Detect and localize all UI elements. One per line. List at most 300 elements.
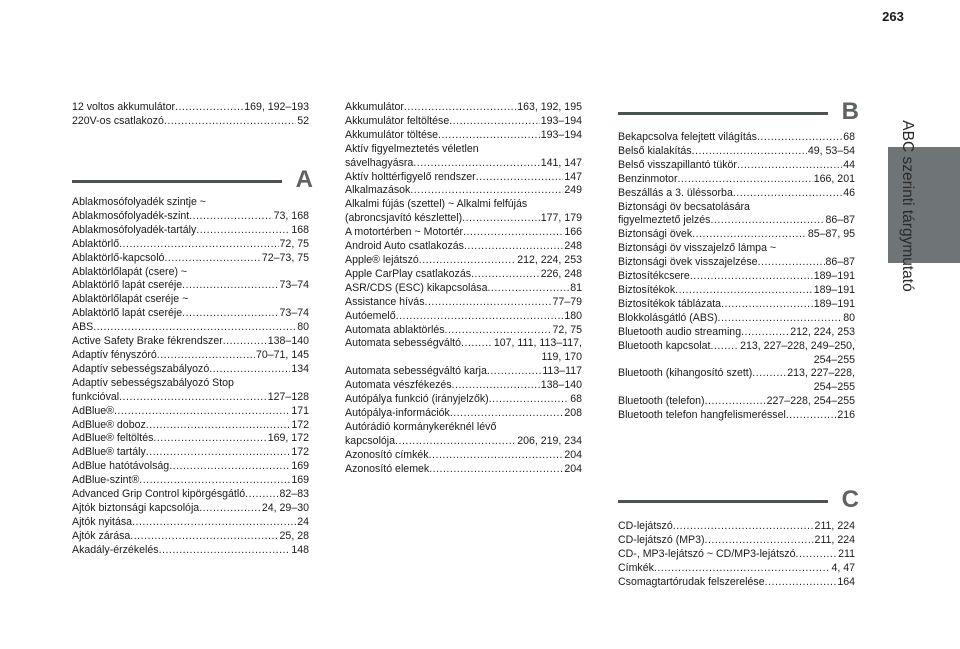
index-term: Bluetooth telefon hangfelismeréssel	[618, 409, 786, 422]
index-page-refs-continued: 254–255	[813, 381, 855, 394]
index-entry	[72, 210, 309, 224]
index-entry	[618, 256, 855, 270]
index-entry	[72, 391, 309, 405]
index-entry	[72, 101, 309, 115]
dot-leader	[786, 409, 836, 423]
index-page-refs: 211	[838, 547, 855, 560]
index-term: sávelhagyásra	[345, 156, 414, 169]
index-entry	[618, 520, 855, 534]
index-entry	[72, 516, 309, 530]
index-page-refs: 193–194	[540, 114, 582, 127]
index-term: ASR/CDS (ESC) kikapcsolása	[345, 281, 488, 294]
index-page-refs: 180	[564, 309, 582, 322]
index-entry	[618, 367, 855, 381]
dot-leader	[489, 393, 570, 407]
index-term-line: Ablaktörlőlapát (csere) ~	[72, 265, 188, 278]
index-term: ABS	[72, 321, 94, 334]
dot-leader	[395, 435, 516, 449]
index-page-refs: 166, 201	[813, 172, 855, 185]
index-entry	[345, 129, 582, 143]
dot-leader	[737, 159, 842, 173]
index-entry	[72, 488, 309, 502]
dot-leader	[718, 312, 843, 326]
index-entry	[72, 349, 309, 363]
dot-leader	[445, 324, 552, 338]
index-column-1-top	[72, 101, 309, 129]
index-entry	[618, 298, 855, 312]
index-term: Azonosító elemek	[345, 462, 430, 475]
section-header-c	[618, 488, 859, 518]
index-page-refs: 86–87	[825, 256, 855, 269]
index-entry	[618, 576, 855, 590]
index-page-refs: 72, 75	[279, 237, 309, 250]
dot-leader	[182, 279, 278, 293]
index-term: A motortérben ~ Motortér	[345, 226, 464, 239]
dot-leader	[675, 284, 813, 298]
index-term: AdBlue®	[72, 404, 114, 417]
index-term: (abroncsjavító készlettel)	[345, 212, 463, 225]
index-page-refs: 52	[297, 114, 309, 127]
dot-leader	[169, 460, 290, 474]
index-entry	[345, 324, 582, 338]
index-page-refs: 171	[291, 404, 309, 417]
index-entry	[72, 502, 309, 516]
index-page-refs: 46	[843, 186, 855, 199]
index-page-refs: 70–71, 145	[255, 348, 309, 361]
dot-leader	[93, 321, 296, 335]
index-term: Automata vészfékezés	[345, 379, 452, 392]
dot-leader	[396, 310, 564, 324]
index-entry	[618, 228, 855, 242]
side-title-text: ABC szerinti tárgymutató	[899, 120, 916, 292]
dot-leader	[705, 534, 814, 548]
index-entry	[345, 254, 582, 268]
index-term: 220V-os csatlakozó	[72, 114, 164, 127]
dot-leader	[146, 419, 291, 433]
index-entry	[72, 279, 309, 293]
index-page-refs: 127–128	[267, 390, 309, 403]
index-page-refs: 189–191	[813, 283, 855, 296]
index-page-refs: 216	[837, 409, 855, 422]
index-term: Automata sebességváltó	[345, 337, 462, 350]
index-entry	[618, 145, 855, 159]
dot-leader	[130, 530, 278, 544]
dot-leader	[159, 544, 291, 558]
index-term: Ajtók zárása	[72, 529, 131, 542]
index-entry	[72, 115, 309, 129]
index-term-line: Aktív figyelmeztetés véletlen	[345, 142, 479, 155]
dot-leader	[733, 187, 842, 201]
dot-leader	[146, 446, 291, 460]
index-term: Belső kialakítás	[618, 144, 692, 157]
dot-leader	[471, 268, 540, 282]
index-page-refs: 169	[291, 474, 309, 487]
index-term: Biztosítékok táblázata	[618, 297, 722, 310]
dot-leader	[765, 576, 837, 590]
dot-leader	[692, 228, 807, 242]
index-page-refs: 49, 53–54	[807, 144, 855, 157]
index-term: Biztosítékcsere	[618, 270, 690, 283]
index-term: AdBlue-szint®	[72, 474, 140, 487]
index-term: Bluetooth (kihangosító szett)	[618, 367, 753, 380]
index-term: Akkumulátor töltése	[345, 128, 439, 141]
index-term: Adaptív fényszóró	[72, 348, 157, 361]
index-entry	[618, 159, 855, 173]
index-page-refs: 213, 227–228, 249–250,	[740, 339, 855, 352]
dot-leader	[223, 335, 267, 349]
index-page-refs: 177, 179	[540, 212, 582, 225]
dot-leader	[487, 365, 541, 379]
dot-leader	[710, 340, 739, 354]
index-entry	[72, 363, 309, 377]
index-term: AdBlue® doboz	[72, 418, 146, 431]
page-number: 263	[882, 9, 904, 24]
index-page-refs: 204	[564, 448, 582, 461]
dot-leader	[654, 562, 831, 576]
index-entry	[345, 101, 582, 115]
index-page-refs: 73–74	[279, 279, 309, 292]
index-term: Ajtók biztonsági kapcsolója	[72, 501, 200, 514]
index-entry	[345, 379, 582, 393]
index-term: Autópálya-információk	[345, 406, 450, 419]
index-page-refs: 248	[564, 240, 582, 253]
index-page-refs: 24, 29–30	[261, 501, 309, 514]
dot-leader	[721, 298, 813, 312]
index-page-refs: 169, 172	[267, 432, 309, 445]
dot-leader	[692, 145, 807, 159]
index-entry	[72, 432, 309, 446]
index-page-refs: 77–79	[552, 295, 582, 308]
index-page-refs: 147	[564, 170, 582, 183]
dot-leader	[710, 214, 824, 228]
index-page-refs: 68	[843, 131, 855, 143]
section-letter-a: A	[295, 166, 313, 193]
index-term: Ablakmosófolyadék-szint	[72, 209, 190, 222]
dot-leader	[752, 367, 786, 381]
index-term: figyelmeztető jelzés	[618, 214, 711, 227]
index-page-refs: 204	[564, 462, 582, 475]
index-entry	[72, 335, 309, 349]
section-header-b	[618, 100, 859, 130]
index-entry	[618, 534, 855, 548]
dot-leader	[758, 256, 825, 270]
index-term: Bluetooth kapcsolat	[618, 339, 711, 352]
index-entry	[345, 226, 582, 240]
index-entry	[618, 270, 855, 284]
index-page-refs: 44	[843, 158, 855, 171]
section-letter-b: B	[841, 98, 859, 125]
index-page-refs: 213, 227–228,	[787, 367, 855, 380]
index-page-refs: 25, 28	[279, 529, 309, 542]
dot-leader	[164, 252, 260, 266]
index-entry	[345, 184, 582, 198]
index-term: Bekapcsolva felejtett világítás	[618, 131, 757, 143]
index-term: Apple CarPlay csatlakozás	[345, 267, 472, 280]
index-term: Active Safety Brake fékrendszer	[72, 335, 223, 348]
index-page-refs: 193–194	[540, 128, 582, 141]
index-term: Akkumulátor feltöltése	[345, 114, 450, 127]
index-entry	[72, 252, 309, 266]
index-term: Automata sebességváltó karja	[345, 365, 487, 378]
dot-leader	[741, 326, 789, 340]
index-term: Aktív holttérfigyelő rendszer	[345, 170, 476, 183]
index-term: Biztonsági övek visszajelzése	[618, 256, 758, 269]
index-entry	[345, 268, 582, 282]
index-page-refs: 226, 248	[540, 267, 582, 280]
index-entry	[72, 460, 309, 474]
dot-leader	[132, 516, 296, 530]
dot-leader	[413, 157, 539, 171]
dot-leader	[153, 432, 266, 446]
dot-leader	[245, 488, 278, 502]
index-term: Ajtók nyitása	[72, 515, 133, 528]
index-page-refs: 172	[291, 418, 309, 431]
index-page-refs: 86–87	[825, 214, 855, 227]
index-term: Biztosítékok	[618, 283, 676, 296]
index-term-line: Biztonsági öv becsatolására	[618, 200, 750, 213]
index-term-line: Ablaktörlőlapát cseréje ~	[72, 293, 189, 306]
dot-leader	[119, 238, 278, 252]
index-term: Autóemelő	[345, 309, 396, 322]
index-page-refs-continued: 119, 170	[541, 351, 582, 364]
section-b-rule	[618, 112, 828, 115]
dot-leader	[410, 184, 563, 198]
index-term-line: Biztonsági öv visszajelző lámpa ~	[618, 242, 777, 255]
index-term: Bluetooth (telefon)	[618, 395, 705, 408]
index-term: Benzinmotor	[618, 172, 678, 185]
index-page-refs: 72, 75	[552, 323, 582, 336]
index-entry	[618, 284, 855, 298]
index-term: Biztonsági övek	[618, 228, 693, 241]
index-term: Ablaktörlő	[72, 237, 120, 250]
dot-leader	[199, 502, 261, 516]
index-entry	[618, 131, 855, 145]
dot-leader	[487, 282, 569, 296]
index-term: Ablaktörlő-kapcsoló	[72, 251, 165, 264]
index-entry	[72, 405, 309, 419]
index-term: Ablaktörlő lapát cseréje	[72, 307, 183, 320]
index-page-refs: 72–73, 75	[261, 251, 309, 264]
index-entry	[618, 340, 855, 354]
section-a-rule	[72, 180, 282, 183]
index-page-refs: 80	[843, 311, 855, 324]
dot-leader	[452, 379, 540, 393]
index-page-refs: 166	[564, 226, 582, 239]
index-term: Ablaktörlő lapát cseréje	[72, 279, 183, 292]
dot-leader	[796, 548, 838, 562]
index-entry	[618, 173, 855, 187]
index-entry	[345, 393, 582, 407]
index-entry	[345, 115, 582, 129]
index-page-refs: 227–228, 254–255	[766, 395, 855, 408]
index-entry	[618, 409, 855, 423]
index-term: AdBlue hatótávolság	[72, 460, 170, 473]
dot-leader	[476, 171, 564, 185]
dot-leader	[462, 212, 540, 226]
index-entry	[345, 407, 582, 421]
index-term: Advanced Grip Control kipörgésgátló	[72, 488, 246, 501]
index-column-1-section-a	[72, 196, 309, 558]
dot-leader	[119, 391, 267, 405]
index-page-refs: 249	[564, 184, 582, 197]
index-entry	[345, 240, 582, 254]
index-page-refs: 80	[297, 321, 309, 334]
index-entry	[345, 282, 582, 296]
index-term: Assistance hívás	[345, 295, 425, 308]
index-entry	[345, 449, 582, 463]
index-page-refs: 148	[291, 543, 309, 556]
index-page-refs: 141, 147	[540, 156, 582, 169]
index-page-refs: 208	[564, 406, 582, 419]
index-term: Címkék	[618, 561, 654, 574]
dot-leader	[182, 307, 278, 321]
index-term-line: Autórádió kormánykeréknél lévő	[345, 420, 497, 433]
index-term: Azonosító címkék	[345, 448, 429, 461]
dot-leader	[438, 129, 540, 143]
index-page-refs: 68	[570, 393, 582, 406]
dot-leader	[425, 296, 552, 310]
index-entry	[345, 365, 582, 379]
index-column-3-section-c	[618, 520, 855, 590]
index-page-refs: 169	[291, 460, 309, 473]
index-term: Akadály-érzékelés	[72, 543, 159, 556]
index-page-refs: 211, 224	[814, 533, 855, 546]
dot-leader	[157, 349, 255, 363]
index-term: 12 voltos akkumulátor	[72, 101, 176, 113]
dot-leader	[429, 463, 563, 477]
dot-leader	[673, 520, 814, 534]
index-term: Adaptív sebességszabályozó	[72, 362, 210, 375]
dot-leader	[139, 474, 290, 488]
index-entry	[345, 463, 582, 477]
index-term-line: Alkalmi fújás (szettel) ~ Alkalmi felfújás	[345, 198, 528, 211]
dot-leader	[464, 240, 563, 254]
index-page-refs: 212, 224, 253	[790, 325, 855, 338]
dot-leader	[164, 115, 296, 129]
index-page-refs: 206, 219, 234	[517, 434, 582, 447]
dot-leader	[461, 337, 493, 351]
index-term: funkcióval	[72, 390, 120, 403]
index-term: Blokkolásgátló (ABS)	[618, 311, 718, 324]
index-page-refs: 168	[291, 223, 309, 236]
index-entry	[345, 337, 582, 351]
dot-leader	[690, 270, 813, 284]
index-term: CD-, MP3-lejátszó ~ CD/MP3-lejátszó	[618, 547, 796, 560]
index-page-refs: 82–83	[279, 488, 309, 501]
index-entry	[72, 419, 309, 433]
index-entry	[618, 395, 855, 409]
index-entry	[618, 326, 855, 340]
index-entry	[345, 212, 582, 226]
index-page-refs: 113–117	[542, 365, 582, 378]
index-page-refs: 169, 192–193	[244, 101, 309, 113]
index-entry	[618, 562, 855, 576]
dot-leader	[209, 363, 290, 377]
index-page-refs: 81	[570, 281, 582, 294]
index-entry	[618, 214, 855, 228]
index-entry	[72, 446, 309, 460]
index-page-refs-continued: 254–255	[813, 353, 855, 366]
index-page-refs: 85–87, 95	[807, 228, 855, 241]
dot-leader	[463, 226, 563, 240]
index-page-refs: 172	[291, 446, 309, 459]
index-term: Automata ablaktörlés	[345, 323, 445, 336]
index-term: Android Auto csatlakozás	[345, 240, 464, 253]
index-page-refs: 138–140	[267, 335, 309, 348]
dot-leader	[757, 131, 842, 145]
index-page-refs: 189–191	[813, 270, 855, 283]
section-c-rule	[618, 500, 828, 503]
dot-leader	[677, 173, 812, 187]
index-term: CD-lejátszó (MP3)	[618, 533, 705, 546]
index-page-refs: 211, 224	[814, 520, 855, 532]
index-entry	[345, 310, 582, 324]
index-entry	[72, 321, 309, 335]
dot-leader	[114, 405, 290, 419]
index-page-refs: 24	[297, 515, 309, 528]
index-term: kapcsolója	[345, 434, 396, 447]
section-letter-c: C	[841, 486, 859, 513]
dot-leader	[196, 224, 290, 238]
index-entry	[618, 548, 855, 562]
dot-leader	[449, 115, 540, 129]
index-page-refs: 134	[291, 362, 309, 375]
index-term: Apple® lejátszó	[345, 253, 419, 266]
index-entry	[72, 238, 309, 252]
index-entry	[72, 474, 309, 488]
index-term: Csomagtartórudak felszerelése	[618, 575, 765, 588]
index-term: Beszállás a 3. üléssorba	[618, 186, 733, 199]
index-term: Autópálya funkció (irányjelzők)	[345, 393, 489, 406]
index-page-refs: 138–140	[540, 379, 582, 392]
index-term: AdBlue® feltöltés	[72, 432, 154, 445]
index-entry	[345, 435, 582, 449]
dot-leader	[429, 449, 564, 463]
index-entry	[72, 544, 309, 558]
dot-leader	[175, 101, 243, 115]
index-entry	[72, 307, 309, 321]
index-entry	[345, 296, 582, 310]
index-term: Belső visszapillantó tükör	[618, 158, 737, 171]
index-term: Alkalmazások	[345, 184, 411, 197]
index-term-line: Adaptív sebességszabályozó Stop	[72, 376, 234, 389]
index-term: Bluetooth audio streaming	[618, 325, 742, 338]
index-page-refs: 189–191	[813, 297, 855, 310]
dot-leader	[450, 407, 564, 421]
index-entry	[618, 187, 855, 201]
index-column-2	[345, 101, 582, 476]
dot-leader	[419, 254, 516, 268]
index-term: CD-lejátszó	[618, 520, 673, 532]
index-entry	[345, 171, 582, 185]
index-term: Akkumulátor	[345, 101, 404, 113]
index-entry	[72, 224, 309, 238]
section-header-a	[72, 168, 313, 198]
dot-leader	[705, 395, 766, 409]
index-page-refs: 164	[837, 575, 855, 588]
index-column-3-section-b	[618, 131, 855, 423]
index-page-refs: 4, 47	[831, 561, 855, 574]
index-term: Ablakmosófolyadék-tartály	[72, 223, 197, 236]
index-entry	[345, 157, 582, 171]
index-term: AdBlue® tartály	[72, 446, 146, 459]
index-page-refs: 73, 168	[273, 209, 309, 222]
index-page-refs: 107, 111, 113–117,	[493, 337, 582, 350]
index-entry	[618, 312, 855, 326]
dot-leader	[189, 210, 272, 224]
index-page-refs: 163, 192, 195	[517, 101, 582, 113]
index-term-line: Ablakmosófolyadék szintje ~	[72, 196, 206, 208]
